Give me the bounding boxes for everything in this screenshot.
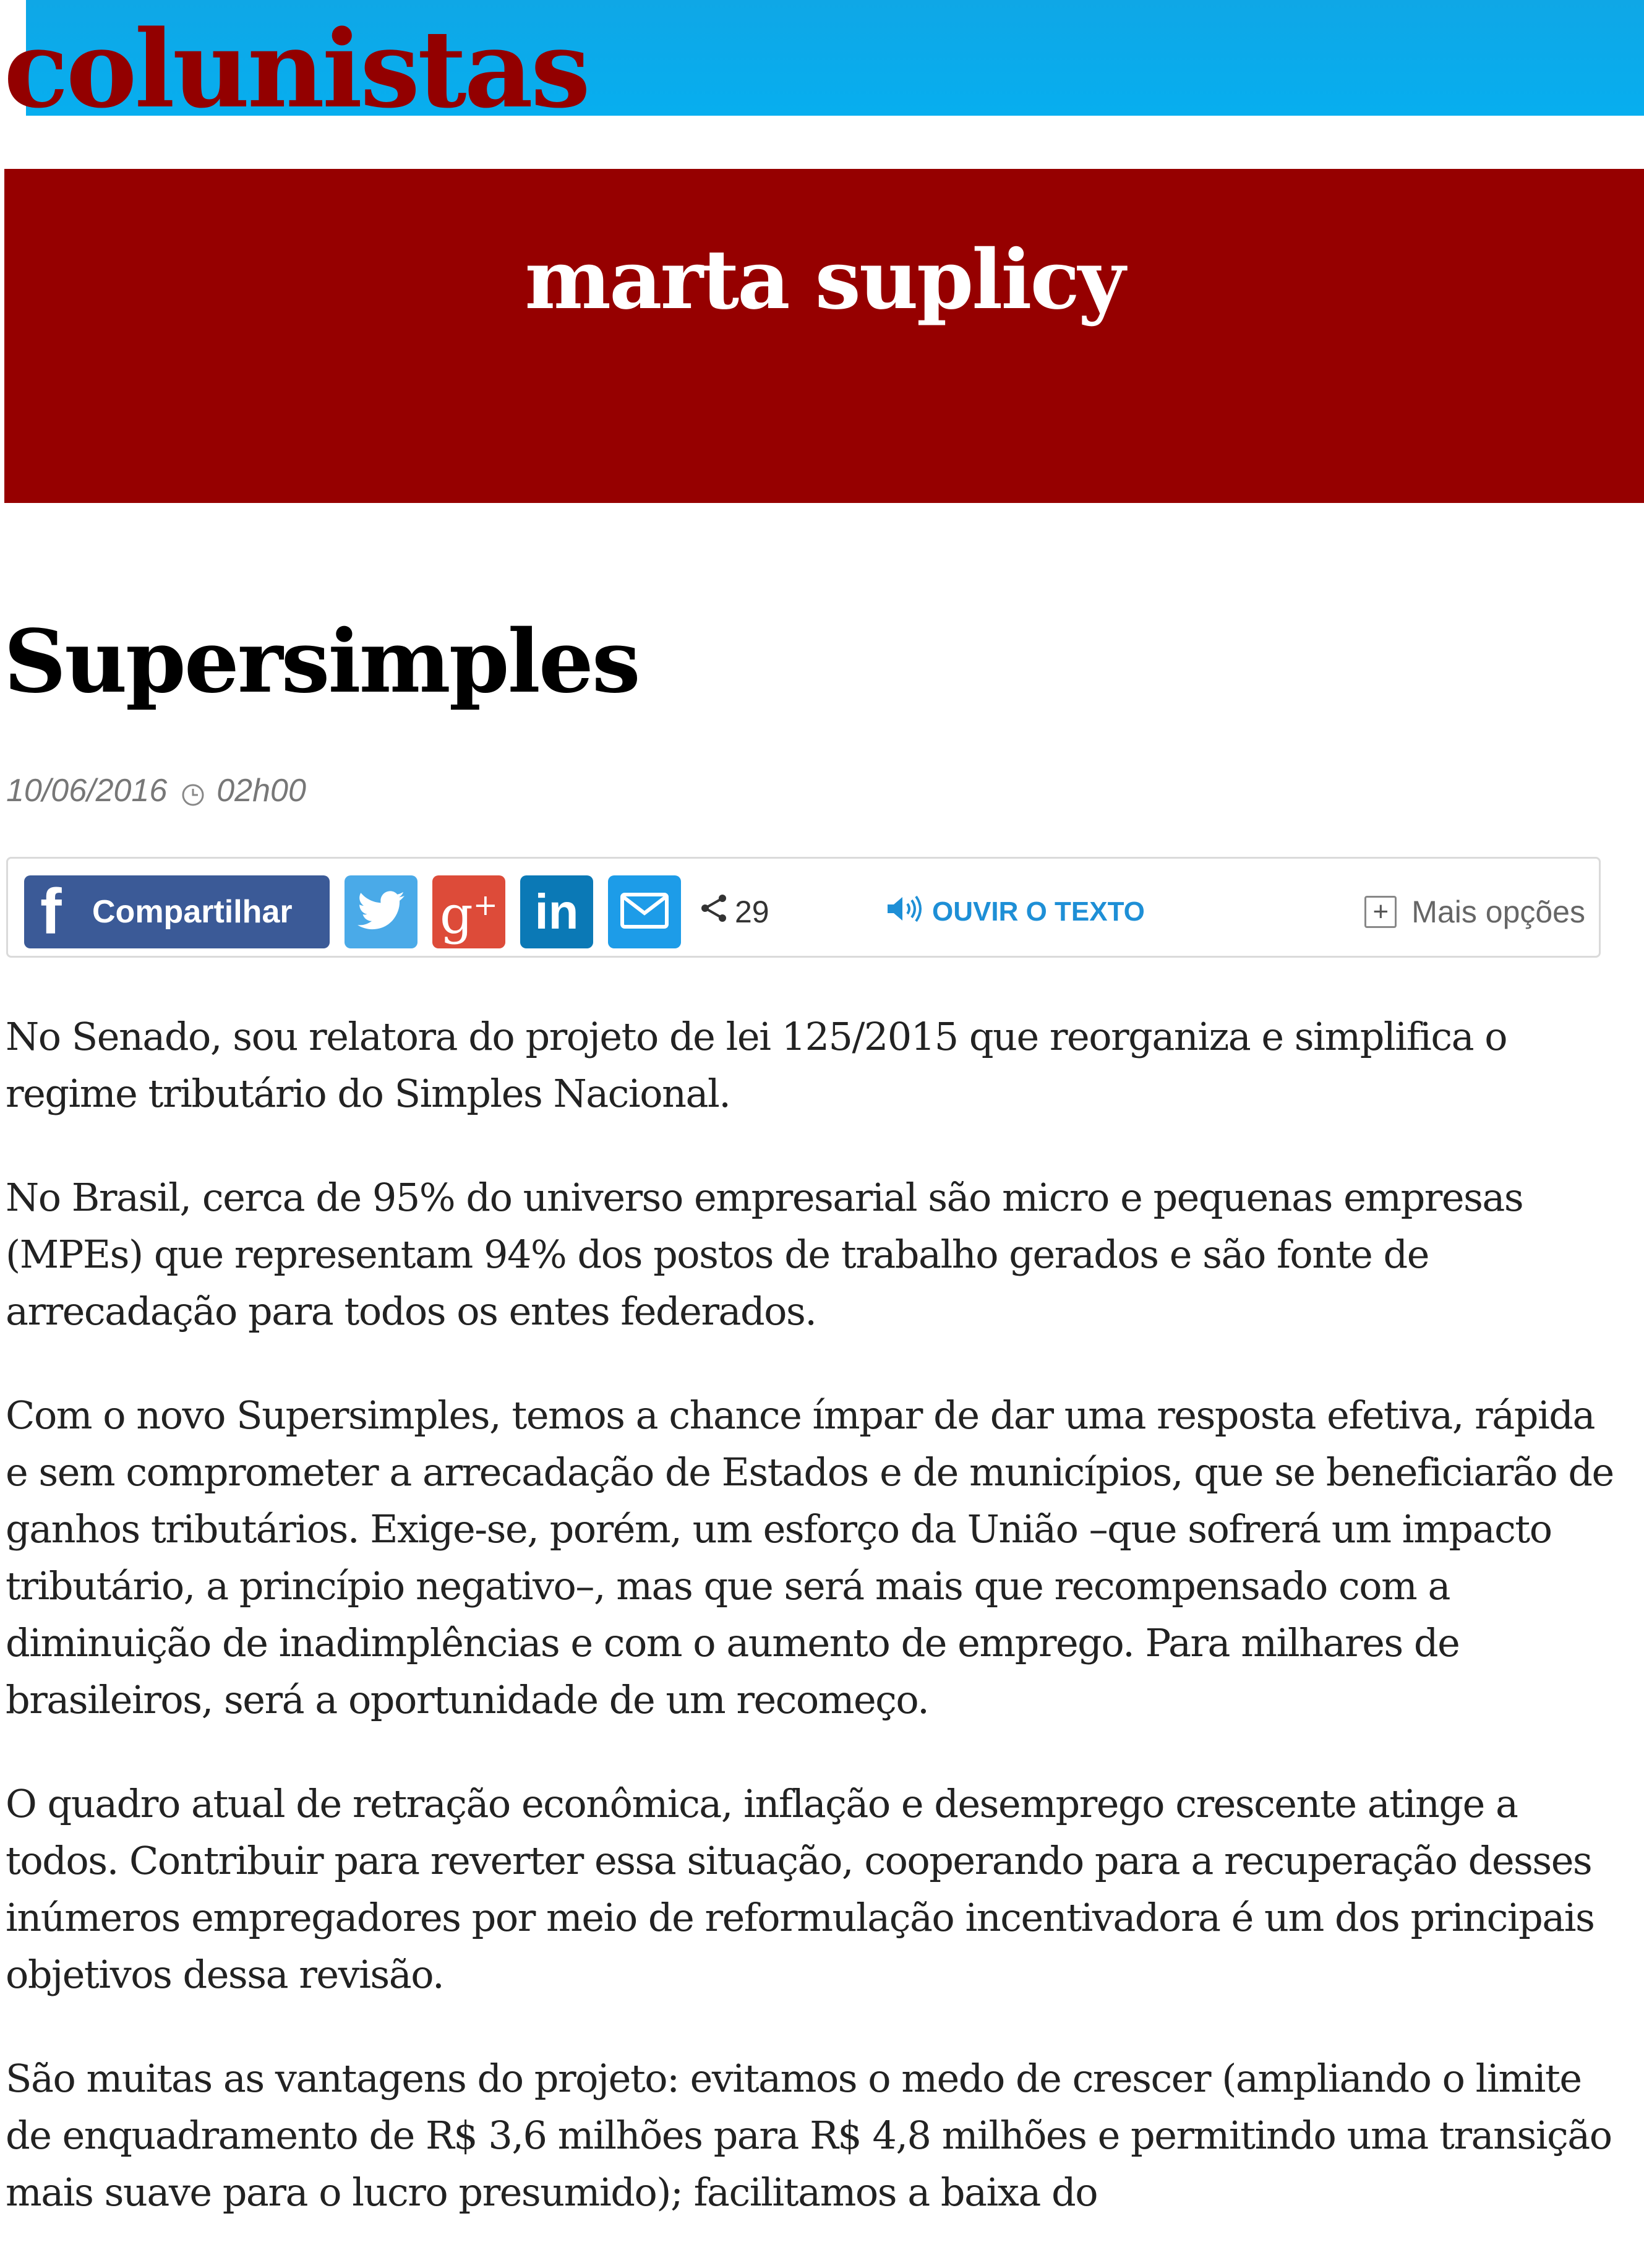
article-meta	[6, 769, 306, 812]
email-icon	[620, 892, 669, 932]
article-paragraph: No Brasil, cerca de 95% do universo empresarial são micro e pequenas empresas (MPEs) que representam 94% dos postos de trabalho gerados e são fonte de arrecadação para todos os entes federados.	[6, 1175, 1523, 1334]
columnist-banner	[4, 169, 1644, 503]
speaker-icon	[886, 895, 932, 929]
more-options-button[interactable]	[1364, 875, 1585, 948]
article-paragraph: O quadro atual de retração econômica, inflação e desemprego crescente atinge a todos. Contribuir para reverter essa situação, cooperando para a recuperação desses inúmeros empregadores por meio de reformulação incentivadora é um dos principais objetivos dessa revisão.	[6, 1781, 1595, 1997]
listen-label: OUVIR O TEXTO	[932, 896, 1145, 927]
article-headline: Supersimples	[4, 611, 639, 713]
share-count[interactable]	[698, 875, 769, 948]
more-options-label: Mais opções	[1411, 895, 1585, 929]
facebook-share-button[interactable]	[24, 875, 330, 948]
share-icon	[698, 892, 735, 932]
share-count-value: 29	[735, 895, 769, 929]
twitter-icon	[357, 891, 405, 933]
clock-icon	[181, 778, 205, 803]
article-paragraph: Com o novo Supersimples, temos a chance ímpar de dar uma resposta efetiva, rápida e sem comprometer a arrecadação de Estados e de municípios, que se beneficiarão de ganhos tributários. Exige-se, porém, um esforço da União –que sofrerá um impacto tributário, a princípio negativo–, mas que será mais que recompensado com a diminuição de inadimplências e com o aumento de emprego. Para milhares de brasileiros, será a oportunidade de um recomeço.	[6, 1393, 1614, 1722]
linkedin-share-button[interactable]	[520, 875, 593, 948]
facebook-icon: f	[40, 876, 62, 948]
facebook-share-label: Compartilhar	[92, 894, 293, 930]
google-plus-icon: g+	[440, 885, 498, 945]
article-date: 10/06/2016	[6, 773, 168, 809]
email-share-button[interactable]	[608, 875, 681, 948]
listen-button[interactable]	[886, 875, 1145, 948]
article-time: 02h00	[216, 773, 306, 809]
columnist-name[interactable]: marta suplicy	[524, 232, 1124, 328]
share-bar	[6, 857, 1601, 958]
linkedin-icon: in	[534, 884, 579, 939]
plus-icon: +	[1364, 896, 1397, 928]
twitter-share-button[interactable]	[345, 875, 417, 948]
article-paragraph: No Senado, sou relatora do projeto de lei 125/2015 que reorganiza e simplifica o regime tributário do Simples Nacional.	[6, 1014, 1507, 1116]
google-plus-share-button[interactable]	[432, 875, 505, 948]
article-paragraph: São muitas as vantagens do projeto: evitamos o medo de crescer (ampliando o limite de enquadramento de R$ 3,6 milhões para R$ 4,8 milhões e permitindo uma transição mais suave para o lucro presumido); facilitamos a baixa do	[6, 2056, 1612, 2215]
section-title[interactable]: colunistas	[4, 6, 588, 132]
article-body	[6, 1008, 1626, 2268]
